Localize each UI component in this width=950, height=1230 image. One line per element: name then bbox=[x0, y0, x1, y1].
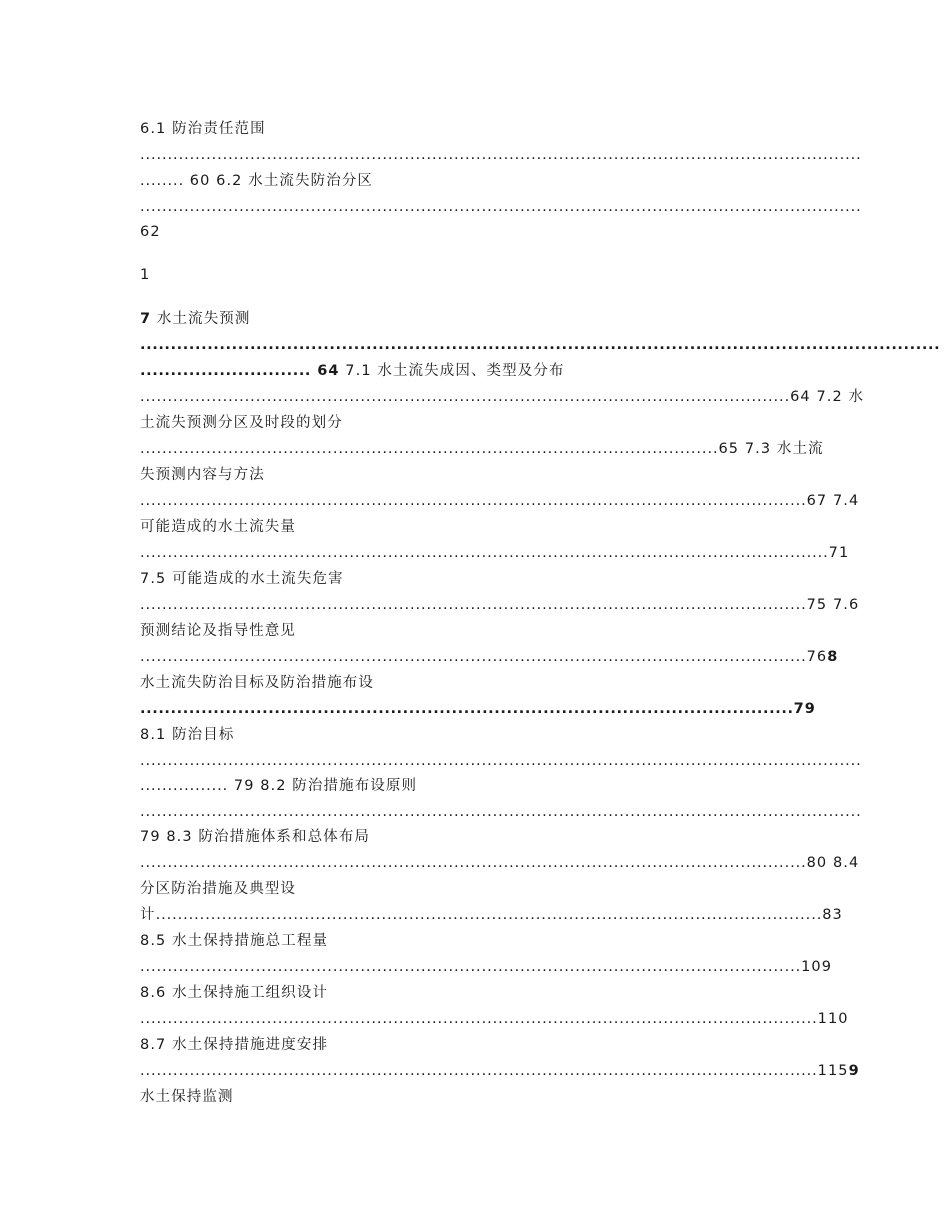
toc-entry-page[interactable] bbox=[140, 905, 843, 925]
toc-entry-text: 76 bbox=[806, 649, 828, 665]
toc-entry-text: 110 bbox=[817, 1011, 849, 1027]
toc-leader-dots: ...................................................................................................................... bbox=[140, 389, 791, 405]
toc-entry-text: 109 bbox=[801, 959, 833, 975]
toc-leader-dots: ............................ bbox=[140, 363, 312, 379]
toc-leader-dots: ......................................................................................................... bbox=[140, 441, 719, 457]
toc-leader-dots: ......................................................................................................................... bbox=[140, 649, 807, 665]
toc-entry-7-5[interactable]: 7.5 可能造成的水土流失危害 bbox=[140, 571, 344, 587]
toc-entry-7-6[interactable] bbox=[140, 595, 860, 615]
toc-entry-text: 7.1 水土流失成因、类型及分布 bbox=[339, 363, 565, 379]
toc-chapter-7[interactable] bbox=[140, 309, 810, 329]
toc-entry-text: 65 7.3 水土流 bbox=[718, 441, 824, 457]
toc-entry-7-4[interactable] bbox=[140, 491, 860, 511]
toc-entry-page[interactable] bbox=[140, 957, 833, 977]
chapter-title: 水土流失防治目标及防治措施布设 bbox=[140, 675, 374, 691]
toc-entry-text: 71 bbox=[828, 545, 850, 561]
toc-entry-6-1[interactable]: 6.1 防治责任范围 bbox=[140, 121, 266, 137]
toc-leader-dots: ......................................................................................................................... bbox=[140, 493, 807, 509]
chapter-number: 7 bbox=[140, 311, 152, 327]
toc-leader-dots: ................................................................................................................................... bbox=[140, 804, 862, 820]
toc-page-ref: 62 bbox=[140, 224, 161, 240]
toc-entry-6-2[interactable] bbox=[140, 171, 810, 191]
toc-leader-dots: ........ bbox=[140, 173, 185, 189]
toc-entry-8-5[interactable]: 8.5 水土保持措施总工程量 bbox=[140, 933, 329, 949]
toc-entry-page[interactable] bbox=[140, 543, 850, 563]
toc-entry-8-2[interactable] bbox=[140, 776, 810, 796]
toc-leader-dots: ......................................................................................................................... bbox=[155, 907, 823, 923]
toc-leader-dots: ................................................................................................................................... bbox=[140, 753, 862, 769]
toc-entry-text: 115 bbox=[817, 1063, 849, 1079]
toc-leader-dots: ........................................................................................................... bbox=[140, 701, 794, 717]
page-number: 1 bbox=[140, 267, 151, 283]
toc-entry-text: 失预测内容与方法 bbox=[140, 467, 265, 483]
toc-entry-text: 土流失预测分区及时段的划分 bbox=[140, 415, 343, 431]
toc-leader-dots: ........................................................................................................................ bbox=[140, 959, 802, 975]
toc-leader-dots: ........................................................................................................................... bbox=[140, 1011, 818, 1027]
chapter-number: 8 bbox=[827, 649, 839, 665]
toc-entry-8-7[interactable]: 8.7 水土保持措施进度安排 bbox=[140, 1037, 329, 1053]
toc-entry-text: 预测结论及指导性意见 bbox=[140, 623, 296, 639]
chapter-title: 水土流失预测 bbox=[151, 311, 251, 327]
toc-entry-text: 60 6.2 水土流失防治分区 bbox=[184, 173, 374, 189]
toc-entry-7-2[interactable] bbox=[140, 387, 865, 407]
toc-entry-8-6[interactable]: 8.6 水土保持施工组织设计 bbox=[140, 985, 329, 1001]
toc-leader-dots: ............................................................................................................................. bbox=[140, 545, 829, 561]
toc-entry-7-1[interactable] bbox=[140, 361, 810, 381]
toc-entry-text: 67 7.4 bbox=[806, 493, 860, 509]
chapter-page-ref: 64 bbox=[311, 363, 340, 379]
chapter-page-ref: 79 bbox=[793, 701, 816, 717]
toc-entry-8-4[interactable] bbox=[140, 853, 860, 873]
chapter-title: 水土保持监测 bbox=[140, 1089, 234, 1105]
toc-entry-text: 计 bbox=[140, 907, 156, 923]
toc-entry-text: 75 7.6 bbox=[806, 597, 860, 613]
toc-entry-8-3[interactable]: 79 8.3 防治措施体系和总体布局 bbox=[140, 829, 371, 845]
toc-entry-text: 83 bbox=[822, 907, 843, 923]
toc-entry-page[interactable] bbox=[140, 1009, 849, 1029]
toc-entry-7-3[interactable] bbox=[140, 439, 824, 459]
chapter-number: 9 bbox=[848, 1063, 860, 1079]
toc-chapter-8[interactable] bbox=[140, 647, 839, 667]
toc-leader-dots: ................................................................................................................................... bbox=[140, 147, 862, 163]
toc-chapter-9[interactable] bbox=[140, 1061, 860, 1081]
toc-leader-dots: ................................................................................................................................... bbox=[140, 199, 862, 215]
toc-leader-dots: ................................................................................................................................... bbox=[140, 337, 941, 353]
toc-entry-text: 分区防治措施及典型设 bbox=[140, 881, 296, 897]
toc-entry-text: 80 8.4 bbox=[806, 855, 860, 871]
toc-entry-text: 79 8.2 防治措施布设原则 bbox=[228, 778, 418, 794]
toc-leader-dots: ........................................................................................................................... bbox=[140, 1063, 818, 1079]
toc-chapter-page[interactable] bbox=[140, 699, 816, 719]
toc-entry-text: 可能造成的水土流失量 bbox=[140, 519, 296, 535]
toc-leader-dots: ......................................................................................................................... bbox=[140, 597, 807, 613]
toc-leader-dots: ......................................................................................................................... bbox=[140, 855, 807, 871]
toc-entry-8-1[interactable]: 8.1 防治目标 bbox=[140, 727, 235, 743]
toc-leader-dots: ................ bbox=[140, 778, 229, 794]
toc-entry-text: 64 7.2 水 bbox=[790, 389, 865, 405]
